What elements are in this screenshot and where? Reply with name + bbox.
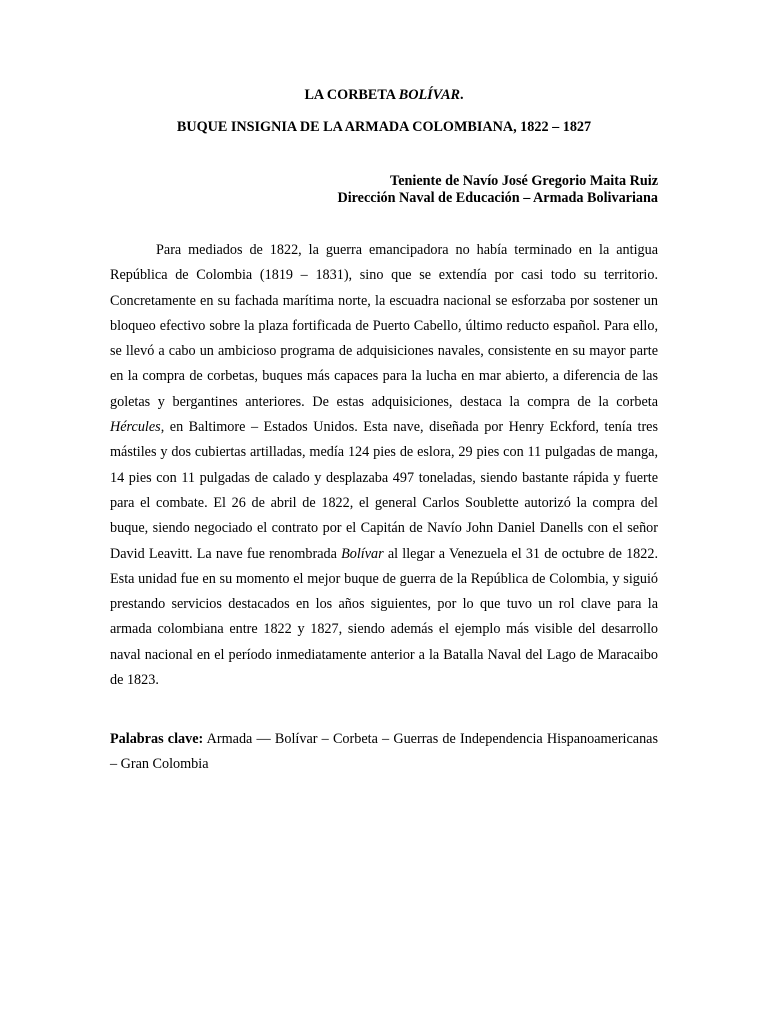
keywords-paragraph	[110, 727, 658, 777]
author-name: Teniente de Navío José Gregorio Maita Ruiz	[390, 173, 658, 189]
abstract-paragraph	[110, 238, 658, 693]
title-period: .	[460, 87, 464, 103]
keywords-label: Palabras clave:	[110, 731, 204, 747]
keywords-text: Armada — Bolívar – Corbeta – Guerras de Independencia Hispanoamericanas – Gran Colombia	[110, 731, 659, 772]
abstract-ship-bolivar: Bolívar	[341, 545, 384, 562]
document-subtitle: BUQUE INSIGNIA DE LA ARMADA COLOMBIANA, 1822 – 1827	[176, 119, 592, 135]
document-title	[110, 86, 658, 104]
abstract-text-3: al llegar a Venezuela el 31 de octubre de 1822. Esta unidad fue en su momento el mejor buque de guerra de la República de Colombia, y siguió prestando servicios destacados en los años siguientes, por lo que tuvo un rol clave para la armada colombiana entre 1822 y 1827, siendo además el ejemplo más visible del desarrollo naval nacional en el período inmediatamente anterior a la Batalla Naval del Lago de Maracaibo de 1823.	[110, 545, 658, 689]
title-ship-name: BOLÍVAR	[398, 87, 461, 103]
abstract-text-1: Para mediados de 1822, la guerra emancipadora no había terminado en la antigua República de Colombia (1819 – 1831), sino que se extendía por casi todo su territorio. Concretamente en su fachada marítima norte, la escuadra nacional se esforzaba por sostener un bloqueo efectivo sobre la plaza fortificada de Puerto Cabello, último reducto español. Para ello, se llevó a cabo un ambicioso programa de adquisiciones navales, consistente en su mayor parte en la compra de corbetas, buques más capaces para la lucha en mar abierto, a diferencia de las goletas y bergantines anteriores. De estas adquisiciones, destaca la compra de la corbeta	[110, 242, 658, 410]
title-text: LA CORBETA	[304, 87, 399, 103]
author-block	[110, 173, 658, 207]
author-affiliation: Dirección Naval de Educación – Armada Bolivariana	[337, 190, 658, 206]
abstract-ship-hercules: Hércules	[110, 419, 161, 436]
abstract-text-2: , en Baltimore – Estados Unidos. Esta nave, diseñada por Henry Eckford, tenía tres mástiles y dos cubiertas artilladas, medía 124 pies de eslora, 29 pies con 11 pulgadas de manga, 14 pies con 11 pulgadas de calado y desplazaba 497 toneladas, siendo bastante rápida y fuerte para el combate. El 26 de abril de 1822, el general Carlos Soublette autorizó la compra del buque, siendo negociado el contrato por el Capitán de Navío John Daniel Danells con el señor David Leavitt. La nave fue renombrada	[110, 419, 658, 562]
